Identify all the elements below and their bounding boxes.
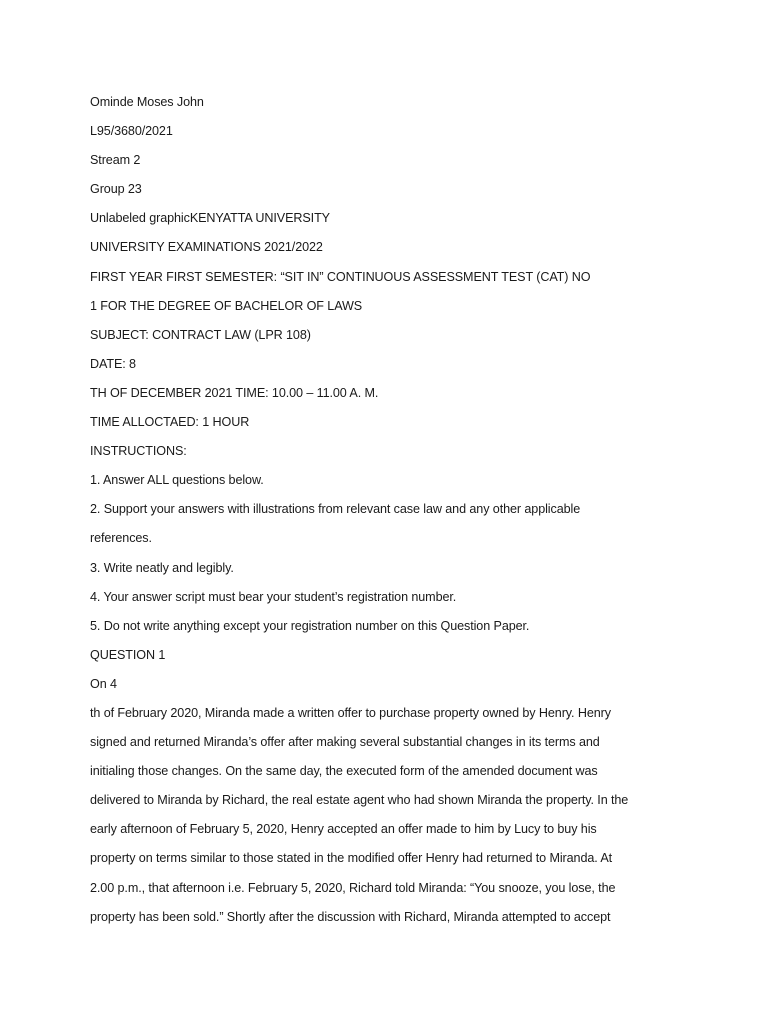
- document-body: [90, 92, 660, 936]
- subject-line: SUBJECT: CONTRACT LAW (LPR 108): [90, 327, 311, 342]
- question-text-line: delivered to Miranda by Richard, the real estate agent who had shown Miranda the property. In the: [90, 793, 629, 808]
- student-name: Ominde Moses John: [90, 95, 204, 109]
- instruction-2: 2. Support your answers with illustrations from relevant case law and any other applicable: [90, 502, 581, 517]
- question-text-line: early afternoon of February 5, 2020, Henry accepted an offer made to him by Lucy to buy his: [90, 822, 597, 837]
- semester-line: FIRST YEAR FIRST SEMESTER: “SIT IN” CONTINUOUS ASSESSMENT TEST (CAT) NO: [90, 269, 591, 284]
- question-1-heading: QUESTION 1: [90, 647, 166, 662]
- instruction-3: 3. Write neatly and legibly.: [90, 560, 234, 575]
- group: Group 23: [90, 182, 142, 197]
- instruction-4: 4. Your answer script must bear your student’s registration number.: [90, 589, 457, 604]
- degree-line: 1 FOR THE DEGREE OF BACHELOR OF LAWS: [90, 298, 363, 313]
- question-text-line: On 4: [90, 676, 117, 691]
- exam-title: UNIVERSITY EXAMINATIONS 2021/2022: [90, 240, 323, 255]
- question-text-line: property has been sold.” Shortly after the discussion with Richard, Miranda attempted to accept: [90, 909, 611, 924]
- question-text-line: th of February 2020, Miranda made a written offer to purchase property owned by Henry. Henry: [90, 705, 611, 720]
- question-text-line: property on terms similar to those stated in the modified offer Henry had returned to Miranda. At: [90, 851, 613, 866]
- question-text-line: initialing those changes. On the same day, the executed form of the amended document was: [90, 764, 598, 779]
- instruction-5: 5. Do not write anything except your registration number on this Question Paper.: [90, 618, 530, 633]
- time-allocated-line: TIME ALLOCTAED: 1 HOUR: [90, 415, 250, 430]
- date-line: DATE: 8: [90, 356, 136, 371]
- instruction-2-continued: references.: [90, 531, 152, 546]
- date-time-line: TH OF DECEMBER 2021 TIME: 10.00 – 11.00 A. M.: [90, 385, 379, 400]
- university-name: Unlabeled graphicKENYATTA UNIVERSITY: [90, 211, 330, 226]
- question-text-line: 2.00 p.m., that afternoon i.e. February 5, 2020, Richard told Miranda: “You snooze, you lose, the: [90, 880, 616, 895]
- registration-number: L95/3680/2021: [90, 124, 173, 139]
- instruction-1: 1. Answer ALL questions below.: [90, 473, 264, 488]
- instructions-heading: INSTRUCTIONS:: [90, 444, 187, 459]
- question-text-line: signed and returned Miranda’s offer after making several substantial changes in its terms and: [90, 735, 600, 750]
- stream: Stream 2: [90, 153, 141, 168]
